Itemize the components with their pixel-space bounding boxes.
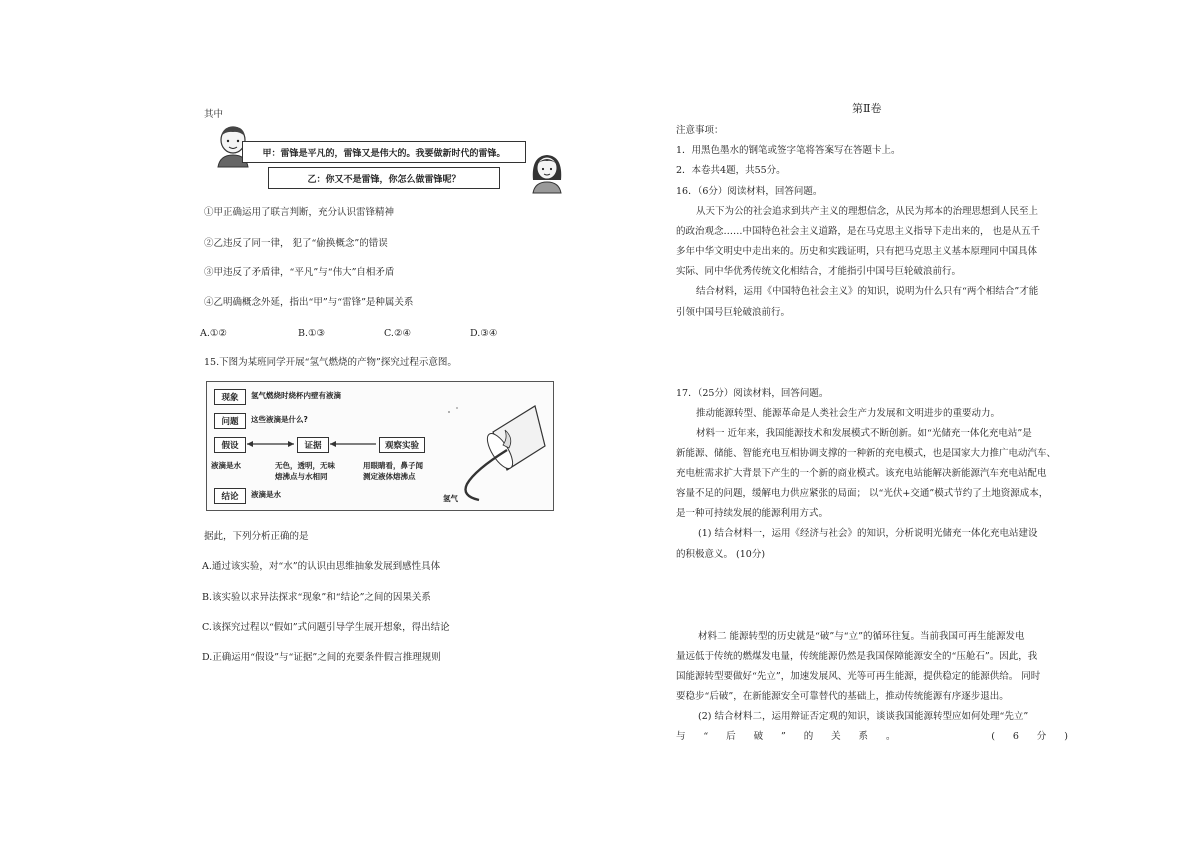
experiment-text-2: 测定液体熔沸点 [363,472,416,481]
option-d: D.正确运用“假设”与“证据”之间的充要条件假言推理规则 [202,652,441,663]
option-b: B.该实验以求异法探求“现象”和“结论”之间的因果关系 [202,592,431,603]
q17-1-line-1: (1) 结合材料一，运用《经济与社会》的知识，分析说明光储充一体化充电站建设 [698,528,1038,539]
analysis-prompt: 据此，下列分析正确的是 [204,531,309,542]
material-1-line-2: 新能源、储能、智能充电互相协调支撑的一种新的充电模式，也是国家大力推广电动汽车、 [676,448,1057,459]
statement-3: ③甲违反了矛盾律，“平凡”与“伟大”自相矛盾 [204,267,395,278]
q16-heading: 16．（6分）阅读材料，回答问题。 [676,186,823,197]
q17-2-char: ) [1064,731,1068,742]
material-2-line-4: 要稳步“后破”，在新能源安全可靠替代的基础上，推动传统能源有序逐步退出。 [676,691,1009,702]
q17-heading: 17．（25分）阅读材料，回答问题。 [676,388,829,399]
speech-bubble-a [242,141,526,163]
figure-arrows [207,382,437,462]
q16-line-2: 的政治观念……中国特色社会主义道路，是在马克思主义指导下走出来的， 也是从五千 [676,226,1041,237]
q16-ask-2: 引领中国号巨轮破浪前行。 [676,307,791,318]
material-1-line-3: 充电桩需求扩大背景下产生的一个新的商业模式。该充电站能解决新能源汽车充电站配电 [676,468,1047,479]
q17-2-char: “ [703,731,709,742]
choice-a: A.①② [200,328,227,339]
section-title: 第Ⅱ卷 [852,102,882,115]
q17-2-char: 关 [831,731,841,742]
statement-1: ①甲正确运用了联言判断，充分认识雷锋精神 [204,207,395,218]
q17-2-char: ( [991,731,995,742]
q17-2-char: 。 [885,731,896,742]
tag-question: 问题 [214,413,246,429]
evidence-text-1: 无色，透明，无味 [275,461,335,470]
q16-line-4: 实际、同中华优秀传统文化相结合，才能指引中国号巨轮破浪前行。 [676,266,962,277]
girl-illustration [528,150,566,194]
material-1-line-5: 是一种可持续发展的能源利用方式。 [676,508,829,519]
phenomenon-text: 氢气燃烧时烧杯内壁有液滴 [251,391,341,400]
q17-2-line-2 [676,730,1068,743]
q17-2-char: 的 [803,731,814,742]
intro-label: 其中 [204,109,224,120]
q17-2-char: 与 [676,731,686,742]
speech-b-text: 乙：你又不是雷锋，你怎么做雷锋呢？ [307,174,461,185]
question-text: 这些液滴是什么? [251,415,308,424]
q17-2-char: 系 [858,731,869,742]
option-c: C.该探究过程以“假如”式问题引导学生展开想象，得出结论 [202,622,450,633]
choice-c: C.②④ [384,328,411,339]
choice-b: B.①③ [298,328,326,339]
q16-line-3: 多年中华文明史中走出来的。历史和实践证明，只有把马克思主义基本原理同中国具体 [676,246,1038,257]
q17-2-char: 6 [1012,731,1019,742]
statement-4: ④乙明确概念外延，指出“甲”与“雷锋”是种属关系 [204,297,414,308]
speech-a-text: 甲：雷锋是平凡的，雷锋又是伟大的。我要做新时代的雷锋。 [262,148,506,159]
material-1-line-1: 材料一 近年来，我国能源技术和发展模式不断创新。如“光储充一体化充电站”是 [696,428,1032,439]
beaker-illustration [435,400,551,508]
question-15: 15.下图为某班同学开展“氢气燃烧的产物”探究过程示意图。 [204,357,457,368]
conclusion-text: 液滴是水 [251,490,281,499]
material-2-line-3: 国能源转型要做好“先立”，加速发展风、光等可再生能源，提供稳定的能源供给。 同时 [676,671,1041,682]
hypothesis-text: 液滴是水 [211,461,241,470]
tag-hypothesis: 假设 [214,437,246,453]
q16-ask-1: 结合材料，运用《中国特色社会主义》的知识，说明为什么只有“两个相结合”才能 [696,286,1039,297]
notes-title: 注意事项： [676,125,724,136]
material-1-line-4: 容量不足的问题，缓解电力供应紧张的局面； 以“光伏+交通”模式节约了土地资源成本， [676,488,1049,499]
q17-2-line-1: (2) 结合材料二，运用辩证否定观的知识，谈谈我国能源转型应如何处理“先立” [698,711,1029,722]
q17-2-char: 分 [1036,731,1047,742]
experiment-figure [206,381,554,511]
q17-2-char: ” [780,731,786,742]
statement-2: ②乙违反了同一律， 犯了“偷换概念”的错误 [204,238,388,249]
q16-line-1: 从天下为公的社会追求到共产主义的理想信念，从民为邦本的治理思想到人民至上 [696,206,1039,217]
experiment-text-1: 用眼睛看，鼻子闻 [363,461,423,470]
note-1: 1．用黑色墨水的钢笔或签字笔将答案写在答题卡上。 [676,145,901,156]
tag-experiment: 观察实验 [379,437,425,453]
option-a: A.通过该实验，对“水”的认识由思维抽象发展到感性具体 [202,561,441,572]
gas-label: 氢气 [443,494,458,503]
q17-2-char: 后 [726,731,736,742]
choice-d: D.③④ [470,328,498,339]
material-2-line-2: 量远低于传统的燃煤发电量，传统能源仍然是我国保障能源安全的“压舱石”。因此，我 [676,651,1038,662]
q17-intro: 推动能源转型、能源革命是人类社会生产力发展和文明进步的重要动力。 [696,408,1001,419]
evidence-text-2: 熔沸点与水相同 [275,472,328,481]
q17-1-line-2: 的积极意义。 (10分) [676,549,766,560]
tag-phenomenon: 现象 [214,389,246,405]
note-2: 2．本卷共4题，共55分。 [676,165,786,176]
q17-2-char: 破 [753,731,764,742]
speech-bubble-b [268,167,500,189]
material-2-line-1: 材料二 能源转型的历史就是“破”与“立”的循环往复。当前我国可再生能源发电 [698,631,1025,642]
tag-conclusion: 结论 [214,488,246,504]
tag-evidence: 证据 [297,437,329,453]
